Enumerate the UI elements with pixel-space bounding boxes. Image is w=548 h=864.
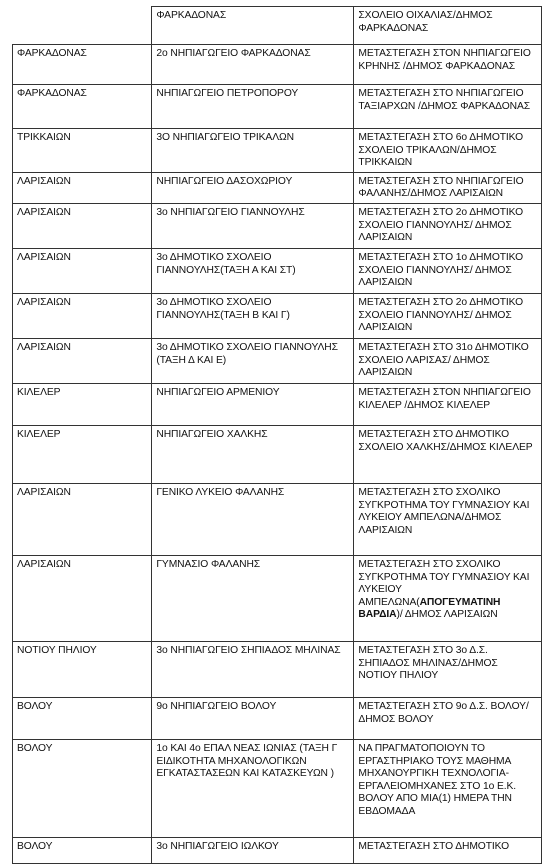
school-cell: 3ο ΝΗΠΙΑΓΩΓΕΙΟ ΙΩΛΚΟΥ [152,837,354,863]
action-cell: ΜΕΤΑΣΤΕΓΑΣΗ ΣΤΟ 6ο ΔΗΜΟΤΙΚΟ ΣΧΟΛΕΙΟ ΤΡΙΚΑΛΩΝ/ΔΗΜΟΣ ΤΡΙΚΚΑΙΩΝ [354,129,542,173]
region-cell: ΛΑΡΙΣΑΙΩΝ [13,172,152,203]
action-text-end: )/ ΔΗΜΟΣ ΛΑΡΙΣΑΙΩΝ [396,609,498,621]
action-text: ΜΕΤΑΣΤΕΓΑΣΗ ΣΤΟ ΣΧΟΛΙΚΟ ΣΥΓΚΡΟΤΗΜΑ ΤΟΥ ΓΥΜΝΑΣΙΟΥ ΚΑΙ ΛΥΚΕΙΟΥ ΑΜΠΕΛΩΝΑ( [358,558,530,608]
action-cell: ΜΕΤΑΣΤΕΓΑΣΗ ΣΤΟΝ ΝΗΠΙΑΓΩΓΕΙΟ ΚΡΗΝΗΣ /ΔΗΜΟΣ ΦΑΡΚΑΔΟΝΑΣ [354,45,542,85]
action-cell: ΜΕΤΑΣΤΕΓΑΣΗ ΣΤΟ ΔΗΜΟΤΙΚΟ [354,837,542,863]
region-cell: ΒΟΛΟΥ [13,697,152,739]
region-cell: ΒΟΛΟΥ [13,739,152,837]
school-cell: 3Ο ΝΗΠΙΑΓΩΓΕΙΟ ΤΡΙΚΑΛΩΝ [152,129,354,173]
table-row [13,85,542,129]
action-cell: ΜΕΤΑΣΤΕΓΑΣΗ ΣΤΟ 2ο ΔΗΜΟΤΙΚΟ ΣΧΟΛΕΙΟ ΓΙΑΝΝΟΥΛΗΣ/ ΔΗΜΟΣ ΛΑΡΙΣΑΙΩΝ [354,203,542,248]
region-cell: ΛΑΡΙΣΑΙΩΝ [13,555,152,641]
school-cell: ΝΗΠΙΑΓΩΓΕΙΟ ΧΑΛΚΗΣ [152,425,354,483]
table-row [13,248,542,293]
table-row [13,45,542,85]
region-cell: ΛΑΡΙΣΑΙΩΝ [13,483,152,555]
school-cell: 2ο ΝΗΠΙΑΓΩΓΕΙΟ ΦΑΡΚΑΔΟΝΑΣ [152,45,354,85]
relocation-table [12,6,542,864]
document-page [12,6,542,864]
region-cell: ΚΙΛΕΛΕΡ [13,383,152,425]
action-cell: ΜΕΤΑΣΤΕΓΑΣΗ ΣΤΟ ΝΗΠΙΑΓΩΓΕΙΟ ΦΑΛΑΝΗΣ/ΔΗΜΟΣ ΛΑΡΙΣΑΙΩΝ [354,172,542,203]
table-row [13,129,542,173]
table-row [13,739,542,837]
table-row [13,172,542,203]
table-row [13,203,542,248]
region-cell: ΝΟΤΙΟΥ ΠΗΛΙΟΥ [13,641,152,697]
action-cell: ΜΕΤΑΣΤΕΓΑΣΗ ΣΤΟΝ ΝΗΠΙΑΓΩΓΕΙΟ ΚΙΛΕΛΕΡ /ΔΗΜΟΣ ΚΙΛΕΛΕΡ [354,383,542,425]
action-cell: ΝΑ ΠΡΑΓΜΑΤΟΠΟΙΟΥΝ ΤΟ ΕΡΓΑΣΤΗΡΙΑΚΟ ΤΟΥΣ ΜΑΘΗΜΑ ΜΗΧΑΝΟΥΡΓΙΚΗ ΤΕΧΝΟΛΟΓΙΑ-ΕΡΓΑΛΕΙΟΜΗΧΑΝΕΣ ΣΤΟ 1ο Ε.Κ. ΒΟΛΟΥ ΑΠΟ ΜΙΑ(1) ΗΜΕΡΑ ΤΗΝ ΕΒΔΟΜΑΔΑ [354,739,542,837]
table-row [13,483,542,555]
table-row [13,293,542,338]
school-cell: 3ο ΔΗΜΟΤΙΚΟ ΣΧΟΛΕΙΟ ΓΙΑΝΝΟΥΛΗΣ(ΤΑΞΗ Β ΚΑΙ Γ) [152,293,354,338]
region-cell [13,7,152,45]
school-cell: 3ο ΝΗΠΙΑΓΩΓΕΙΟ ΣΗΠΙΑΔΟΣ ΜΗΛΙΝΑΣ [152,641,354,697]
region-cell: ΤΡΙΚΚΑΙΩΝ [13,129,152,173]
region-cell: ΦΑΡΚΑΔΟΝΑΣ [13,85,152,129]
school-cell: 3ο ΝΗΠΙΑΓΩΓΕΙΟ ΓΙΑΝΝΟΥΛΗΣ [152,203,354,248]
action-bold-text: ΑΠΟΓΕΥΜΑΤΙΝΗ ΒΑΡΔΙΑ [358,596,501,621]
region-cell: ΒΟΛΟΥ [13,837,152,863]
school-cell: 3ο ΔΗΜΟΤΙΚΟ ΣΧΟΛΕΙΟ ΓΙΑΝΝΟΥΛΗΣ(ΤΑΞΗ Α ΚΑΙ ΣΤ) [152,248,354,293]
action-cell: ΜΕΤΑΣΤΕΓΑΣΗ ΣΤΟ 2ο ΔΗΜΟΤΙΚΟ ΣΧΟΛΕΙΟ ΓΙΑΝΝΟΥΛΗΣ/ ΔΗΜΟΣ ΛΑΡΙΣΑΙΩΝ [354,293,542,338]
school-cell: ΝΗΠΙΑΓΩΓΕΙΟ ΠΕΤΡΟΠΟΡΟΥ [152,85,354,129]
region-cell: ΚΙΛΕΛΕΡ [13,425,152,483]
school-cell: ΦΑΡΚΑΔΟΝΑΣ [152,7,354,45]
table-row [13,837,542,863]
action-cell: ΜΕΤΑΣΤΕΓΑΣΗ ΣΤΟ 9ο Δ.Σ. ΒΟΛΟΥ/ΔΗΜΟΣ ΒΟΛΟΥ [354,697,542,739]
action-cell: ΜΕΤΑΣΤΕΓΑΣΗ ΣΤΟ 1ο ΔΗΜΟΤΙΚΟ ΣΧΟΛΕΙΟ ΓΙΑΝΝΟΥΛΗΣ/ ΔΗΜΟΣ ΛΑΡΙΣΑΙΩΝ [354,248,542,293]
region-cell: ΦΑΡΚΑΔΟΝΑΣ [13,45,152,85]
region-cell: ΛΑΡΙΣΑΙΩΝ [13,248,152,293]
school-cell: 9ο ΝΗΠΙΑΓΩΓΕΙΟ ΒΟΛΟΥ [152,697,354,739]
table-row [13,641,542,697]
school-cell: ΝΗΠΙΑΓΩΓΕΙΟ ΔΑΣΟΧΩΡΙΟΥ [152,172,354,203]
table-row [13,555,542,641]
region-cell: ΛΑΡΙΣΑΙΩΝ [13,338,152,383]
table-row [13,697,542,739]
school-cell: ΝΗΠΙΑΓΩΓΕΙΟ ΑΡΜΕΝΙΟΥ [152,383,354,425]
school-cell: ΓΕΝΙΚΟ ΛΥΚΕΙΟ ΦΑΛΑΝΗΣ [152,483,354,555]
region-cell: ΛΑΡΙΣΑΙΩΝ [13,293,152,338]
table-row [13,383,542,425]
action-cell [354,555,542,641]
action-cell: ΜΕΤΑΣΤΕΓΑΣΗ ΣΤΟ 31ο ΔΗΜΟΤΙΚΟ ΣΧΟΛΕΙΟ ΛΑΡΙΣΑΣ/ ΔΗΜΟΣ ΛΑΡΙΣΑΙΩΝ [354,338,542,383]
table-row [13,425,542,483]
action-cell: ΜΕΤΑΣΤΕΓΑΣΗ ΣΤΟ ΔΗΜΟΤΙΚΟ ΣΧΟΛΕΙΟ ΧΑΛΚΗΣ/ΔΗΜΟΣ ΚΙΛΕΛΕΡ [354,425,542,483]
action-cell: ΜΕΤΑΣΤΕΓΑΣΗ ΣΤΟ ΝΗΠΙΑΓΩΓΕΙΟ ΤΑΞΙΑΡΧΩΝ /ΔΗΜΟΣ ΦΑΡΚΑΔΟΝΑΣ [354,85,542,129]
school-cell: 3ο ΔΗΜΟΤΙΚΟ ΣΧΟΛΕΙΟ ΓΙΑΝΝΟΥΛΗΣ (ΤΑΞΗ Δ ΚΑΙ Ε) [152,338,354,383]
action-cell: ΜΕΤΑΣΤΕΓΑΣΗ ΣΤΟ ΣΧΟΛΙΚΟ ΣΥΓΚΡΟΤΗΜΑ ΤΟΥ ΓΥΜΝΑΣΙΟΥ ΚΑΙ ΛΥΚΕΙΟΥ ΑΜΠΕΛΩΝΑ/ΔΗΜΟΣ ΛΑΡΙΣΑΙΩΝ [354,483,542,555]
region-cell: ΛΑΡΙΣΑΙΩΝ [13,203,152,248]
action-cell: ΜΕΤΑΣΤΕΓΑΣΗ ΣΤΟ 3ο Δ.Σ. ΣΗΠΙΑΔΟΣ ΜΗΛΙΝΑΣ/ΔΗΜΟΣ ΝΟΤΙΟΥ ΠΗΛΙΟΥ [354,641,542,697]
table-row [13,7,542,45]
table-row [13,338,542,383]
school-cell: 1ο ΚΑΙ 4ο ΕΠΑΛ ΝΕΑΣ ΙΩΝΙΑΣ (ΤΑΞΗ Γ ΕΙΔΙΚΟΤΗΤΑ ΜΗΧΑΝΟΛΟΓΙΚΩΝ ΕΓΚΑΤΑΣΤΑΣΕΩΝ ΚΑΙ ΚΑΤΑΣΚΕΥΩΝ ) [152,739,354,837]
school-cell: ΓΥΜΝΑΣΙΟ ΦΑΛΑΝΗΣ [152,555,354,641]
action-cell: ΣΧΟΛΕΙΟ ΟΙΧΑΛΙΑΣ/ΔΗΜΟΣ ΦΑΡΚΑΔΟΝΑΣ [354,7,542,45]
